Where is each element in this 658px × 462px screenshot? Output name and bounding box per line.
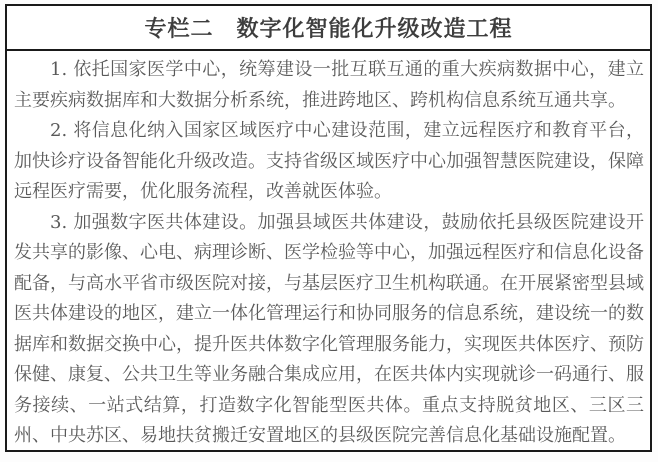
panel-title-row bbox=[7, 6, 650, 51]
panel-title: 专栏二 数字化智能化升级改造工程 bbox=[144, 17, 513, 42]
paragraph-2: 2. 将信息化纳入国家区域医疗中心建设范围，建立远程医疗和教育平台，加快诊疗设备智能化升级改造。支持省级区域医疗中心加强智慧医院建设，保障远程医疗需要，优化服务流程，改善就医体验。 bbox=[14, 120, 644, 202]
panel-body bbox=[7, 51, 650, 452]
paragraph-1: 1. 依托国家医学中心，统筹建设一批互联互通的重大疾病数据中心，建立主要疾病数据库和大数据分析系统，推进跨地区、跨机构信息系统互通共享。 bbox=[14, 59, 644, 111]
paragraph-3: 3. 加强数字医共体建设。加强县域医共体建设，鼓励依托县级医院建设开发共享的影像、心电、病理诊断、医学检验等中心，加强远程医疗和信息化设备配备，与高水平省市级医院对接，与基层医疗卫生机构联通。在开展紧密型县域医共体建设的地区，建立一体化管理运行和协同服务的信息系统，建设统一的数据库和数据交换中心，提升医共体数字化管理服务能力，实现医共体医疗、预防保健、康复、公共卫生等业务融合集成应用，在医共体内实现就诊一码通行、服务接续、一站式结算，打造数字化智能型医共体。重点支持脱贫地区、三区三州、中央苏区、易地扶贫搬迁安置地区的县级医院完善信息化基础设施配置。 bbox=[14, 211, 644, 446]
column-panel bbox=[5, 4, 652, 452]
